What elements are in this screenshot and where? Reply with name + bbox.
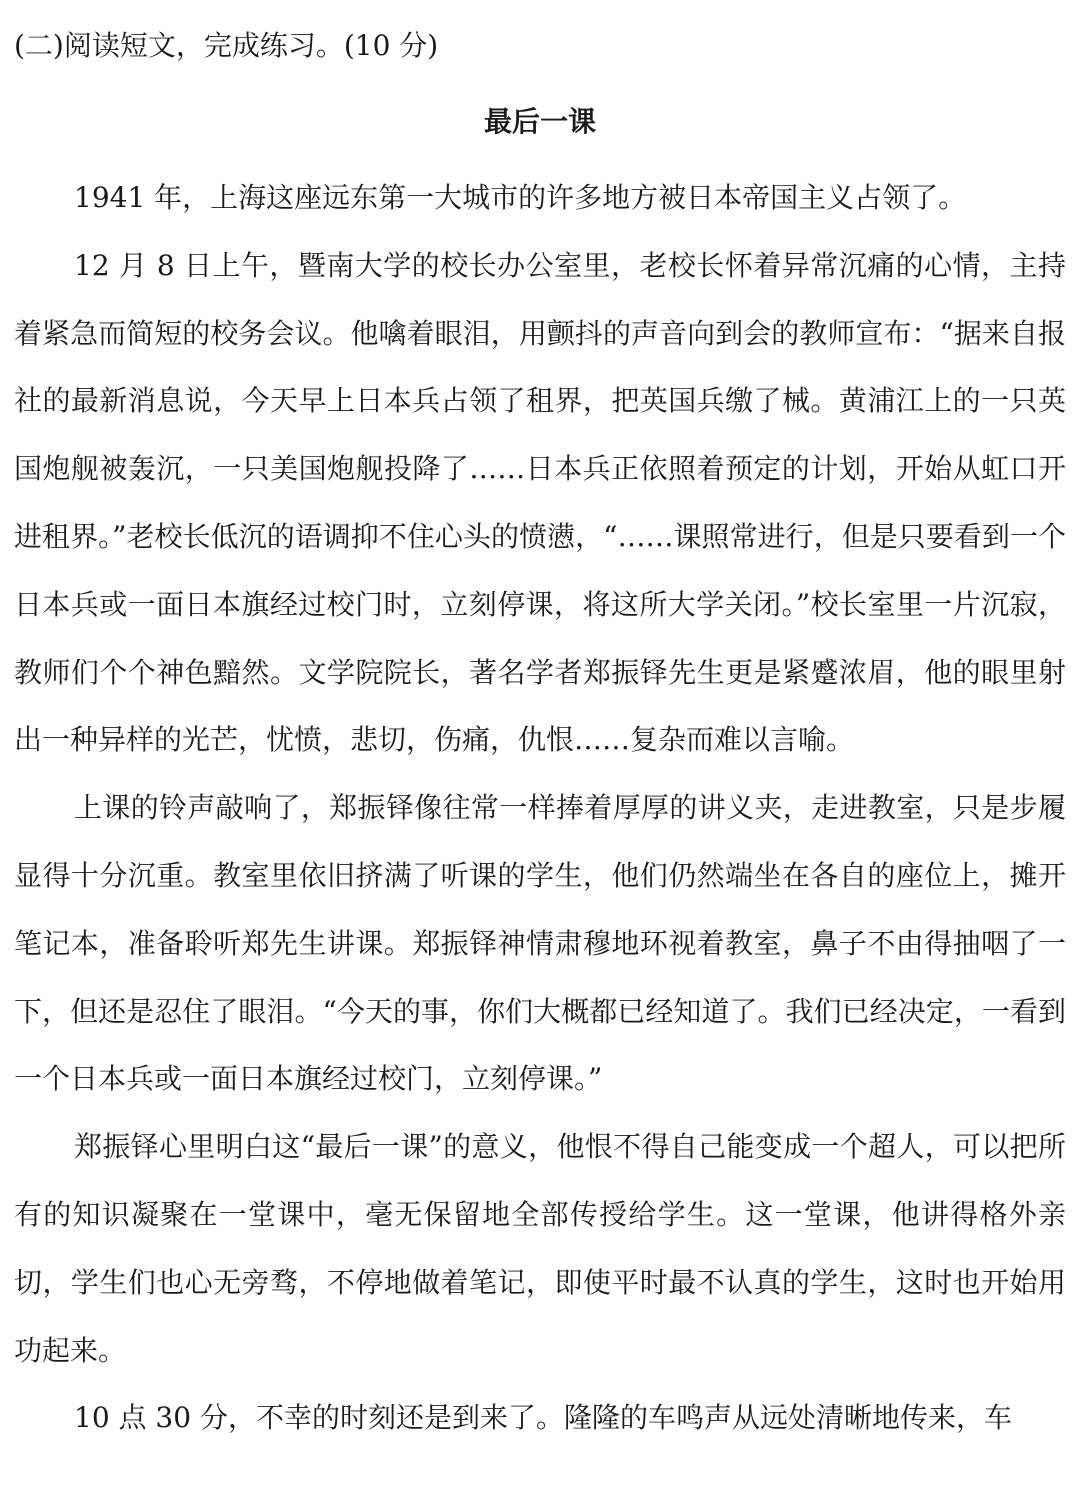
section-heading: (二)阅读短文，完成练习。(10 分) <box>14 29 439 62</box>
paragraph-4: 郑振铎心里明白这“最后一课”的意义，他恨不得自己能变成一个超人，可以把所有的知识凝聚在一堂课中，毫无保留地全部传授给学生。这一堂课，他讲得格外亲切，学生们也心无旁骛，不停地做着笔记，即使平时最不认真的学生，这时也开始用功起来。 <box>14 1130 1066 1367</box>
paragraph-5: 10 点 30 分，不幸的时刻还是到来了。隆隆的车鸣声从远处清晰地传来，车 <box>74 1401 1012 1435</box>
paragraph-1: 1941 年，上海这座远东第一大城市的许多地方被日本帝国主义占领了。 <box>74 181 967 214</box>
article-title: 最后一课 <box>483 105 596 138</box>
paragraph-3: 上课的铃声敲响了，郑振铎像往常一样捧着厚厚的讲义夹，走进教室，只是步履显得十分沉重。教室里依旧挤满了听课的学生，他们仍然端坐在各自的座位上，摊开笔记本，准备聆听郑先生讲课。郑振铎神情肃穆地环视着教室，鼻子不由得抽咽了一下，但还是忍住了眼泪。“今天的事，你们大概都已经知道了。我们已经决定，一看到一个日本兵或一面日本旗经过校门，立刻停课。” <box>14 791 1066 1096</box>
paragraph-2: 12 月 8 日上午，暨南大学的校长办公室里，老校长怀着异常沉痛的心情，主持着紧急而简短的校务会议。他噙着眼泪，用颤抖的声音向到会的教师宣布：“据来自报社的最新消息说，今天早上日本兵占领了租界，把英国兵缴了械。黄浦江上的一只英国炮舰被轰沉，一只美国炮舰投降了……日本兵正依照着预定的计划，开始从虹口开进租界。”老校长低沉的语调抑不住心头的愤懑，“……课照常进行，但是只要看到一个日本兵或一面日本旗经过校门时，立刻停课，将这所大学关闭。”校长室里一片沉寂，教师们个个神色黯然。文学院院长，著名学者郑振铎先生更是紧蹙浓眉，他的眼里射出一种异样的光芒，忧愤，悲切，伤痛，仇恨……复杂而难以言喻。 <box>14 248 1066 757</box>
